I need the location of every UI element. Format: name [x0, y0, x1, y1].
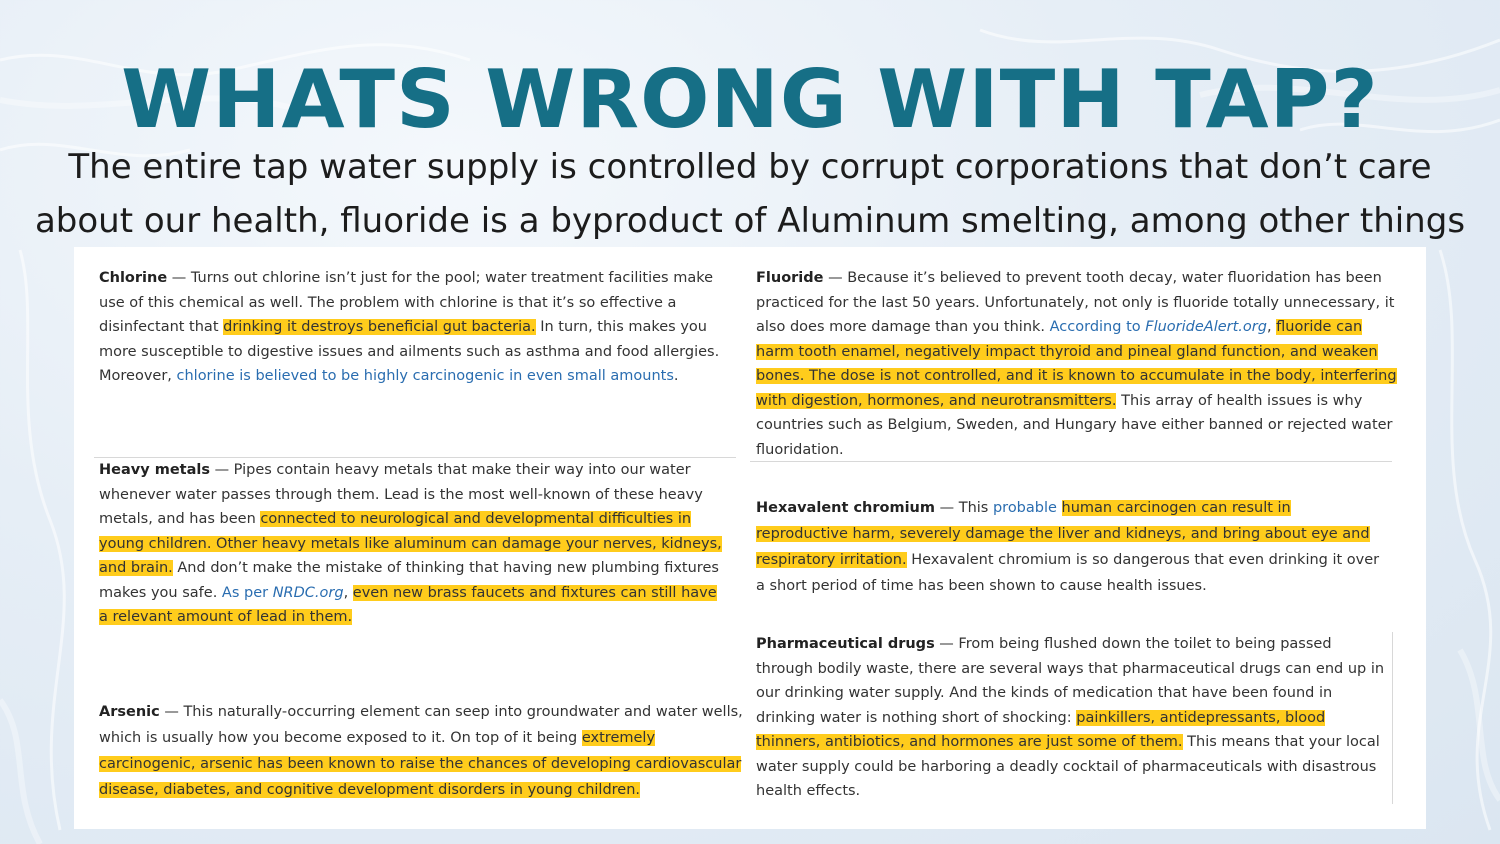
entry-term: Hexavalent chromium — [756, 500, 935, 516]
entry-text: — Turns out chlorine isn’t just for the pool; water treatment facilities make use of this chemical as well. The problem with chlorine is that it’s so effective a disinfectant that — [99, 270, 714, 335]
source-link-prefix: According to — [1049, 319, 1146, 335]
entry-text: . — [673, 368, 679, 384]
entry-text: — From being flushed down the toilet to being passed through bodily waste, there are several ways that pharmaceutical drugs can end up in our drinking water supply. And the kinds of medication that have been found in drinking water is nothing short of shocking: — [756, 636, 1385, 726]
source-link-site: NRDC.org — [272, 584, 344, 601]
highlighted-text: fluoride can harm tooth enamel, negatively impact thyroid and pineal gland function, and weaken bones. The dose is not controlled, and it is known to accumulate in the body, interfering with digestion, hormones, and neurotransmitters. — [756, 319, 1397, 409]
entry-chlorine — [99, 266, 739, 389]
source-link[interactable] — [1050, 319, 1267, 335]
source-link-site: FluorideAlert.org — [1145, 319, 1267, 335]
source-link-prefix: As per — [221, 584, 273, 601]
entry-term: Arsenic — [99, 704, 160, 720]
entry-text: And don’t make the mistake of thinking that having new plumbing fixtures makes you safe. — [99, 560, 719, 601]
entry-term: Pharmaceutical drugs — [756, 636, 935, 652]
highlighted-text: connected to neurological and developmental difficulties in young children. Other heavy metals like aluminum can damage your nerves, kidneys, and brain. — [99, 511, 722, 576]
source-link[interactable]: probable — [992, 500, 1057, 516]
highlighted-text: human carcinogen can result in reproductive harm, severely damage the liver and kidneys, and bring about eye and respiratory irritation. — [756, 500, 1370, 568]
highlighted-text: drinking it destroys beneficial gut bacteria. — [223, 319, 536, 335]
entry-text — [1057, 500, 1062, 516]
entry-term: Heavy metals — [99, 462, 210, 478]
source-link[interactable]: chlorine is believed to be highly carcinogenic in even small amounts — [176, 368, 674, 384]
entry-text: — Because it’s believed to prevent tooth decay, water fluoridation has been practiced for the last 50 years. Unfortunately, not only is fluoride totally unnecessary, it also does more damage than you think. — [756, 270, 1395, 335]
highlighted-text: even new brass faucets and fixtures can still have a relevant amount of lead in them. — [99, 584, 717, 625]
divider-line — [1392, 632, 1393, 804]
entry-heavy-metals — [99, 458, 724, 630]
entry-text: — This naturally-occurring element can seep into groundwater and water wells, which is usually how you become exposed to it. On top of it being — [99, 704, 743, 746]
highlighted-text: painkillers, antidepressants, blood thinners, antibiotics, and hormones are just some of them. — [756, 709, 1326, 750]
article-screenshot-panel — [74, 247, 1426, 829]
entry-term: Chlorine — [99, 270, 168, 286]
entry-pharmaceutical-drugs — [756, 632, 1386, 804]
entry-text: , — [343, 584, 353, 601]
page-subtitle: The entire tap water supply is controlled by corrupt corporations that don’t care about our health, fluoride is a byproduct of Aluminum smelting, among other things — [34, 147, 1466, 241]
page-title: WHATS WRONG WITH TAP? — [121, 53, 1379, 146]
entry-text: — This — [935, 500, 993, 516]
entry-hexavalent-chromium — [756, 495, 1381, 599]
entry-term: Fluoride — [756, 270, 824, 286]
entry-text: In turn, this makes you more susceptible to digestive issues and ailments such as asthma and food allergies. Moreover, — [99, 319, 720, 384]
highlighted-text: extremely carcinogenic, arsenic has been known to raise the chances of developing cardiovascular disease, diabetes, and cognitive development disorders in young children. — [99, 730, 742, 798]
entry-fluoride — [756, 266, 1401, 462]
entry-text: — Pipes contain heavy metals that make their way into our water whenever water passes through them. Lead is the most well-known of these heavy metals, and has been — [99, 462, 703, 527]
entry-text: This means that your local water supply could be harboring a deadly cocktail of pharmaceuticals with disastrous health effects. — [756, 734, 1380, 799]
entry-text: Hexavalent chromium is so dangerous that even drinking it over a short period of time has been shown to cause health issues. — [756, 552, 1380, 594]
entry-text: , — [1266, 319, 1277, 335]
entry-arsenic — [99, 699, 749, 803]
source-link[interactable] — [222, 585, 344, 601]
entry-text: This array of health issues is why countries such as Belgium, Sweden, and Hungary have either banned or rejected water fluoridation. — [756, 392, 1393, 458]
